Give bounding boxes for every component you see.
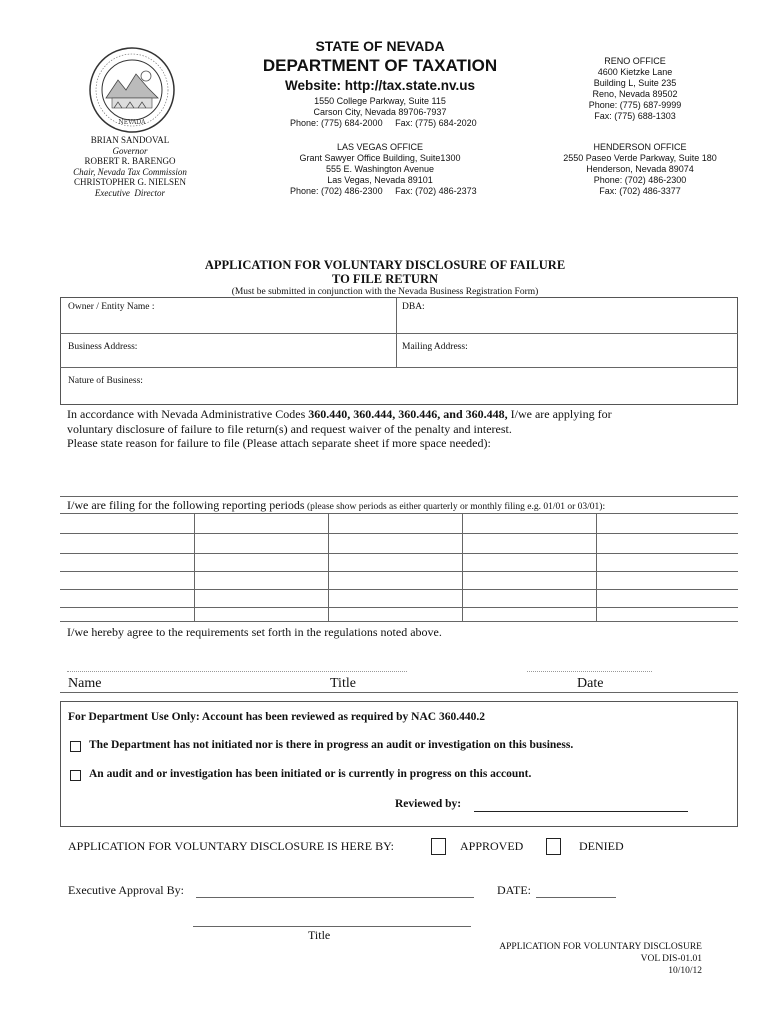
- entity-row-divider-2: [60, 367, 738, 368]
- date-label: Date: [577, 676, 604, 691]
- dba-label: DBA:: [402, 302, 425, 312]
- agreement-statement: I/we hereby agree to the requirements set forth in the regulations noted above.: [67, 625, 442, 639]
- entity-row-divider-1: [60, 333, 738, 334]
- mailing-address-label: Mailing Address:: [402, 342, 468, 352]
- dba-field[interactable]: [430, 300, 730, 328]
- approved-checkbox[interactable]: [431, 838, 446, 855]
- reno-office: RENO OFFICE 4600 Kietzke Lane Building L, Suite 235 Reno, Nevada 89502 Phone: (775) 687-9999 Fax: (775) 688-1303: [588, 56, 682, 121]
- approved-label: APPROVED: [460, 839, 524, 853]
- approval-statement: APPLICATION FOR VOLUNTARY DISCLOSURE IS HERE BY:: [68, 839, 394, 853]
- date-signature-line[interactable]: [527, 671, 652, 672]
- executive-approval-label: Executive Approval By:: [68, 883, 184, 897]
- name-label: Name: [68, 676, 102, 691]
- name-title-signature-line[interactable]: [67, 671, 407, 672]
- periods-input-area[interactable]: [60, 513, 738, 621]
- signature-rule: [60, 692, 738, 693]
- officials-list: BRIAN SANDOVAL Governor ROBERT R. BARENGO Chair, Nevada Tax Commission CHRISTOPHER G. NIELSEN Executive Director: [73, 135, 187, 198]
- reviewed-by-label: Reviewed by:: [395, 798, 462, 810]
- approval-date-label: DATE:: [497, 883, 531, 897]
- form-subtitle: (Must be submitted in conjunction with the Nevada Business Registration Form): [231, 287, 539, 297]
- periods-label: I/we are filing for the following reporting periods (please show periods as either quarterly or monthly filing e.g. 01/01 or 03/01):: [67, 498, 606, 512]
- svg-text:NEVADA: NEVADA: [118, 119, 146, 126]
- disclosure-paragraph: In accordance with Nevada Administrative Codes 360.440, 360.444, 360.446, and 360.448, I/we are applying for voluntary disclosure of failure to file return(s) and request waiver of the penalty and interest. Please state reason for failure to file (Please attach separate sheet if more space needed):: [67, 407, 612, 450]
- department-use-heading: For Department Use Only: Account has been reviewed as required by NAC 360.440.2: [68, 711, 485, 723]
- option-no-audit-checkbox[interactable]: [70, 741, 81, 752]
- main-office: 1550 College Parkway, Suite 115 Carson City, Nevada 89706-7937 Phone: (775) 684-2000 Fax: (775) 684-2020: [290, 96, 477, 128]
- form-title-line2: TO FILE RETURN: [331, 272, 439, 286]
- denied-label: DENIED: [579, 839, 624, 853]
- mailing-address-field[interactable]: [480, 336, 730, 364]
- reviewed-by-field[interactable]: [474, 811, 688, 812]
- form-title-line1: APPLICATION FOR VOLUNTARY DISCLOSURE OF FAILURE: [204, 258, 566, 272]
- option-no-audit-label: The Department has not initiated nor is there in progress an audit or investigation on this business.: [89, 739, 574, 751]
- owner-entity-name-field[interactable]: [180, 300, 390, 328]
- business-address-field[interactable]: [150, 336, 390, 364]
- business-address-label: Business Address:: [68, 342, 138, 352]
- entity-divider: [396, 297, 397, 367]
- approval-date-field[interactable]: [536, 897, 616, 898]
- department-website: Website: http://tax.state.nv.us: [284, 78, 476, 93]
- department-title: DEPARTMENT OF TAXATION: [262, 56, 498, 75]
- owner-entity-name-label: Owner / Entity Name :: [68, 302, 155, 312]
- nature-of-business-label: Nature of Business:: [68, 376, 143, 386]
- option-audit-in-progress-checkbox[interactable]: [70, 770, 81, 781]
- approval-title-label: Title: [308, 928, 331, 942]
- approval-title-field[interactable]: [193, 926, 471, 927]
- executive-approval-field[interactable]: [196, 897, 474, 898]
- reason-field[interactable]: [67, 455, 737, 493]
- nature-of-business-field[interactable]: [160, 370, 730, 402]
- nevada-state-seal: [88, 46, 176, 134]
- form-footer: APPLICATION FOR VOLUNTARY DISCLOSURE VOL DIS-01.01 10/10/12: [499, 942, 702, 976]
- las-vegas-office: LAS VEGAS OFFICE Grant Sawyer Office Building, Suite1300 555 E. Washington Avenue Las Vegas, Nevada 89101 Phone: (702) 486-2300 Fax: (702) 486-2373: [290, 142, 477, 196]
- option-audit-in-progress-label: An audit and or investigation has been initiated or is currently in progress on this account.: [89, 768, 532, 780]
- henderson-office: HENDERSON OFFICE 2550 Paseo Verde Parkway, Suite 180 Henderson, Nevada 89074 Phone: (702) 486-2300 Fax: (702) 486-3377: [563, 142, 717, 196]
- denied-checkbox[interactable]: [546, 838, 561, 855]
- periods-top-rule: [60, 496, 738, 497]
- title-label: Title: [330, 676, 356, 691]
- state-title: STATE OF NEVADA: [315, 38, 445, 54]
